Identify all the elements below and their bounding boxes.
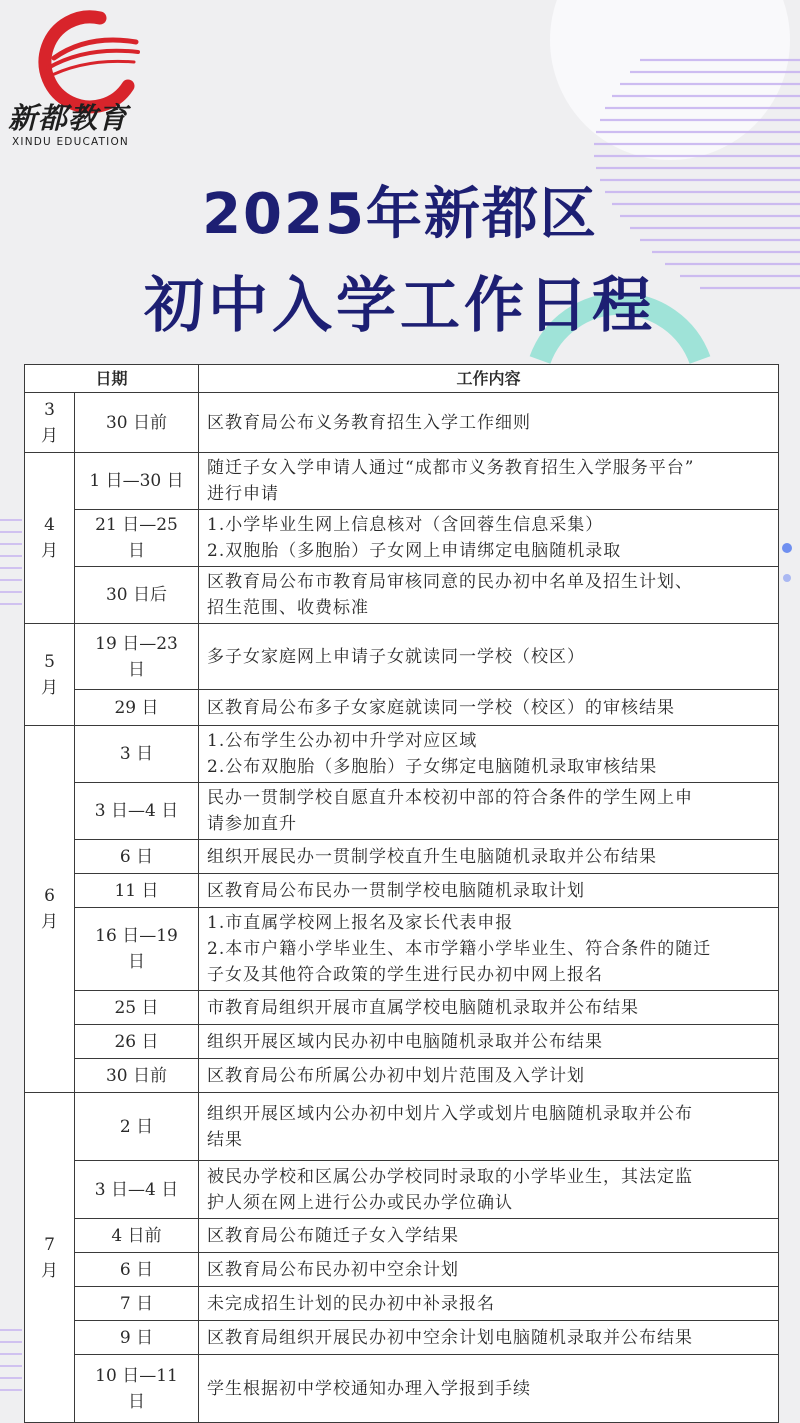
- brand-name-cn: 新都教育: [8, 101, 129, 135]
- content-line: 组织开展区域内民办初中电脑随机录取并公布结果: [207, 1031, 604, 1052]
- date-label: 16 日—19 日: [95, 926, 178, 972]
- content-line: 1.市直属学校网上报名及家长代表申报: [207, 913, 514, 933]
- date-cell: [75, 690, 199, 726]
- table-header-row: [25, 365, 779, 393]
- date-cell: [75, 453, 199, 510]
- content-cell: [199, 624, 779, 690]
- content-line: 多子女家庭网上申请子女就读同一学校（校区）: [207, 646, 586, 667]
- date-label: 6 日: [119, 1259, 154, 1280]
- date-cell: [75, 1287, 199, 1321]
- content-line: 招生范围、收费标准: [207, 598, 370, 618]
- content-cell: [199, 393, 779, 453]
- table-row: [25, 1253, 779, 1287]
- content-line: 请参加直升: [207, 814, 298, 834]
- content-cell: [199, 1321, 779, 1355]
- table-row: [25, 783, 779, 840]
- month-label: 3 月: [41, 399, 58, 446]
- content-cell: [199, 1287, 779, 1321]
- date-label: 6 日: [119, 846, 154, 867]
- content-line: 区教育局公布民办一贯制学校电脑随机录取计划: [207, 880, 586, 901]
- content-cell: [199, 1059, 779, 1093]
- content-cell: [199, 726, 779, 783]
- content-cell: [199, 991, 779, 1025]
- month-label: 7 月: [41, 1234, 58, 1281]
- date-cell: [75, 1253, 199, 1287]
- date-label: 3 日—4 日: [94, 1179, 179, 1200]
- bg-dot: [782, 543, 792, 553]
- month-cell: [25, 726, 75, 1093]
- content-line: 2.公布双胞胎（多胞胎）子女绑定电脑随机录取审核结果: [207, 757, 658, 777]
- content-line: 1.公布学生公办初中升学对应区域: [207, 731, 478, 751]
- date-label: 2 日: [119, 1116, 154, 1137]
- table-row: [25, 1287, 779, 1321]
- schedule-body: [25, 393, 779, 1423]
- content-line: 2.双胞胎（多胞胎）子女网上申请绑定电脑随机录取: [207, 541, 622, 561]
- table-row: [25, 510, 779, 567]
- content-cell: [199, 1093, 779, 1161]
- table-row: [25, 624, 779, 690]
- date-cell: [75, 1059, 199, 1093]
- date-cell: [75, 726, 199, 783]
- date-cell: [75, 840, 199, 874]
- page-title-line1: 2025年新都区: [202, 182, 598, 247]
- content-line: 民办一贯制学校自愿直升本校初中部的符合条件的学生网上申: [207, 788, 694, 808]
- content-cell: [199, 840, 779, 874]
- date-cell: [75, 510, 199, 567]
- date-label: 3 日—4 日: [94, 801, 179, 821]
- month-label: 5 月: [41, 651, 58, 698]
- content-cell: [199, 567, 779, 624]
- content-line: 区教育局公布随迁子女入学结果: [207, 1225, 460, 1246]
- content-line: 子女及其他符合政策的学生进行民办初中网上报名: [207, 965, 604, 985]
- page-title-line2: 初中入学工作日程: [144, 271, 656, 341]
- table-row: [25, 1059, 779, 1093]
- content-cell: [199, 510, 779, 567]
- content-line: 市教育局组织开展市直属学校电脑随机录取并公布结果: [207, 997, 640, 1018]
- content-line: 学生根据初中学校通知办理入学报到手续: [207, 1378, 532, 1399]
- content-line: 组织开展民办一贯制学校直升生电脑随机录取并公布结果: [207, 846, 658, 867]
- date-label: 30 日前: [105, 1065, 168, 1086]
- date-cell: [75, 991, 199, 1025]
- month-cell: [25, 453, 75, 624]
- month-cell: [25, 393, 75, 453]
- date-label: 29 日: [114, 697, 159, 718]
- table-row: [25, 453, 779, 510]
- content-cell: [199, 1219, 779, 1253]
- date-label: 9 日: [119, 1327, 154, 1348]
- table-row: [25, 1093, 779, 1161]
- schedule-table: [24, 364, 779, 1423]
- date-cell: [75, 1321, 199, 1355]
- date-cell: [75, 1355, 199, 1423]
- date-label: 3 日: [119, 744, 154, 764]
- table-row: [25, 690, 779, 726]
- content-line: 组织开展区域内公办初中划片入学或划片电脑随机录取并公布: [207, 1103, 694, 1124]
- content-line: 护人须在网上进行公办或民办学位确认: [207, 1192, 514, 1213]
- content-cell: [199, 1025, 779, 1059]
- date-label: 26 日: [114, 1031, 159, 1052]
- table-row: [25, 874, 779, 908]
- table-row: [25, 567, 779, 624]
- content-line: 未完成招生计划的民办初中补录报名: [207, 1293, 496, 1314]
- month-label: 4 月: [41, 515, 58, 561]
- bg-dot: [783, 574, 791, 582]
- table-row: [25, 1161, 779, 1219]
- content-cell: [199, 690, 779, 726]
- content-line: 区教育局公布所属公办初中划片范围及入学计划: [207, 1065, 586, 1086]
- table-row: [25, 1025, 779, 1059]
- table-row: [25, 393, 779, 453]
- date-label: 25 日: [114, 997, 159, 1018]
- content-line: 随迁子女入学申请人通过“成都市义务教育招生入学服务平台”: [207, 458, 695, 478]
- date-cell: [75, 1161, 199, 1219]
- month-cell: [25, 624, 75, 726]
- content-cell: [199, 908, 779, 991]
- content-cell: [199, 783, 779, 840]
- header-date: 日期: [25, 365, 199, 393]
- date-label: 11 日: [114, 880, 159, 901]
- date-cell: [75, 393, 199, 453]
- date-label: 19 日—23 日: [95, 633, 178, 680]
- date-cell: [75, 567, 199, 624]
- content-line: 1.小学毕业生网上信息核对（含回蓉生信息采集）: [207, 515, 604, 535]
- table-row: [25, 1219, 779, 1253]
- month-label: 6 月: [41, 886, 58, 932]
- date-label: 7 日: [119, 1293, 154, 1314]
- bg-circle: [550, 0, 790, 160]
- table-row: [25, 840, 779, 874]
- table-row: [25, 991, 779, 1025]
- brand-name-en: XINDU EDUCATION: [12, 136, 129, 148]
- date-cell: [75, 624, 199, 690]
- date-cell: [75, 908, 199, 991]
- content-cell: [199, 453, 779, 510]
- content-line: 区教育局公布多子女家庭就读同一学校（校区）的审核结果: [207, 697, 676, 718]
- content-cell: [199, 1355, 779, 1423]
- table-row: [25, 726, 779, 783]
- content-cell: [199, 1161, 779, 1219]
- date-cell: [75, 1219, 199, 1253]
- table-row: [25, 1321, 779, 1355]
- content-line: 区教育局组织开展民办初中空余计划电脑随机录取并公布结果: [207, 1327, 694, 1348]
- content-cell: [199, 874, 779, 908]
- date-label: 30 日前: [105, 412, 168, 433]
- header-content: 工作内容: [199, 365, 779, 393]
- date-cell: [75, 783, 199, 840]
- date-label: 10 日—11 日: [95, 1365, 178, 1412]
- date-label: 4 日前: [111, 1225, 162, 1246]
- content-cell: [199, 1253, 779, 1287]
- date-cell: [75, 1093, 199, 1161]
- date-label: 1 日—30 日: [89, 471, 184, 491]
- content-line: 进行申请: [207, 484, 280, 504]
- bg-stripes-left: [0, 520, 22, 1390]
- month-cell: [25, 1093, 75, 1423]
- content-line: 区教育局公布义务教育招生入学工作细则: [207, 412, 532, 433]
- date-label: 30 日后: [105, 585, 168, 605]
- table-row: [25, 908, 779, 991]
- table-row: [25, 1355, 779, 1423]
- date-cell: [75, 874, 199, 908]
- content-line: 结果: [207, 1129, 244, 1150]
- date-cell: [75, 1025, 199, 1059]
- date-label: 21 日—25 日: [95, 515, 178, 561]
- content-line: 区教育局公布市教育局审核同意的民办初中名单及招生计划、: [207, 572, 694, 592]
- content-line: 区教育局公布民办初中空余计划: [207, 1259, 460, 1280]
- content-line: 2.本市户籍小学毕业生、本市学籍小学毕业生、符合条件的随迁: [207, 939, 712, 959]
- content-line: 被民办学校和区属公办学校同时录取的小学毕业生，其法定监: [207, 1166, 694, 1187]
